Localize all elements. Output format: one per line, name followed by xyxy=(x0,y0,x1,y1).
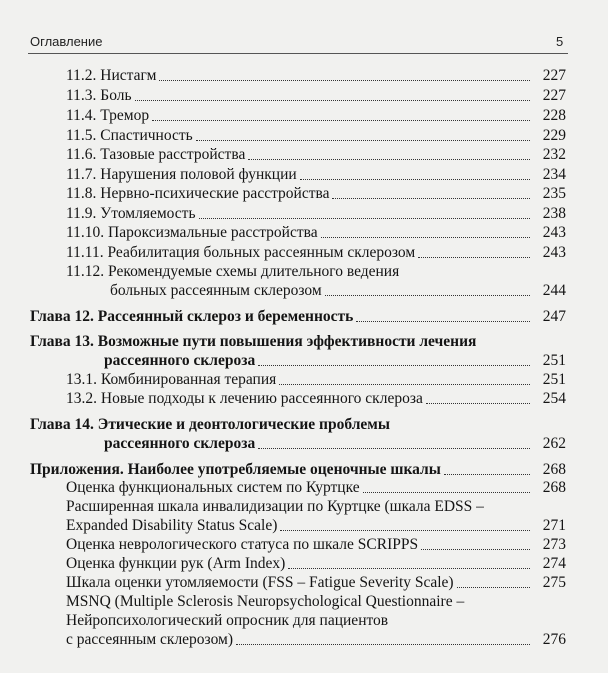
toc-entry[interactable]: Оценка функциональных систем по Куртцке 268 xyxy=(66,479,566,496)
toc-entry[interactable]: 11.10. Пароксизмальные расстройства 243 xyxy=(66,224,566,241)
toc-entry[interactable]: 13.2. Новые подходы к лечению рассеянного склероза 254 xyxy=(66,390,566,407)
toc-entry[interactable]: больных рассеянным склерозом 244 xyxy=(110,282,566,299)
toc-entry[interactable]: 11.9. Утомляемость 238 xyxy=(66,205,566,222)
toc-entry[interactable]: Расширенная шкала инвалидизации по Куртцке (шкала EDSS – xyxy=(66,498,484,515)
toc-entry[interactable]: Оценка неврологического статуса по шкале SCRIPPS 273 xyxy=(66,536,566,553)
running-head: Оглавление xyxy=(30,34,103,49)
toc-entry[interactable]: 11.2. Нистагм 227 xyxy=(66,67,566,84)
toc-chapter[interactable]: рассеянного склероза 251 xyxy=(104,352,566,369)
toc-entry[interactable]: MSNQ (Multiple Sclerosis Neuropsychological Questionnaire – xyxy=(66,593,465,610)
toc-entry[interactable]: 11.12. Рекомендуемые схемы длительного ведения xyxy=(66,263,400,280)
toc-entry[interactable]: 11.7. Нарушения половой функции 234 xyxy=(66,166,566,183)
toc-entry[interactable]: 11.5. Спастичность 229 xyxy=(66,127,566,144)
toc-chapter[interactable]: Глава 13. Возможные пути повышения эффективности лечения xyxy=(30,333,477,350)
toc-entry[interactable]: Нейропсихологический опросник для пациентов xyxy=(66,612,389,629)
toc-chapter[interactable]: Глава 14. Этические и деонтологические проблемы xyxy=(30,416,390,433)
toc-entry[interactable]: 11.11. Реабилитация больных рассеянным склерозом 243 xyxy=(66,244,566,261)
toc-entry[interactable]: 11.8. Нервно-психические расстройства 235 xyxy=(66,185,566,202)
toc-entry[interactable]: 11.4. Тремор 228 xyxy=(66,107,566,124)
toc-entry[interactable]: Шкала оценки утомляемости (FSS – Fatigue Severity Scale) 275 xyxy=(66,574,566,591)
toc-entry[interactable]: с рассеянным склерозом) 276 xyxy=(66,631,566,648)
toc-chapter[interactable]: Глава 12. Рассеянный склероз и беременность 247 xyxy=(30,308,566,325)
page-number: 5 xyxy=(556,34,564,49)
toc-entry[interactable]: Expanded Disability Status Scale) 271 xyxy=(66,517,566,534)
toc-appendix[interactable]: Приложения. Наиболее употребляемые оценочные шкалы 268 xyxy=(30,461,566,478)
toc-chapter[interactable]: рассеянного склероза 262 xyxy=(104,435,566,452)
toc-entry[interactable]: Оценка функции рук (Arm Index) 274 xyxy=(66,555,566,572)
toc-entry[interactable]: 11.6. Тазовые расстройства 232 xyxy=(66,146,566,163)
toc-entry[interactable]: 13.1. Комбинированная терапия 251 xyxy=(66,371,566,388)
toc-entry[interactable]: 11.3. Боль 227 xyxy=(66,87,566,104)
